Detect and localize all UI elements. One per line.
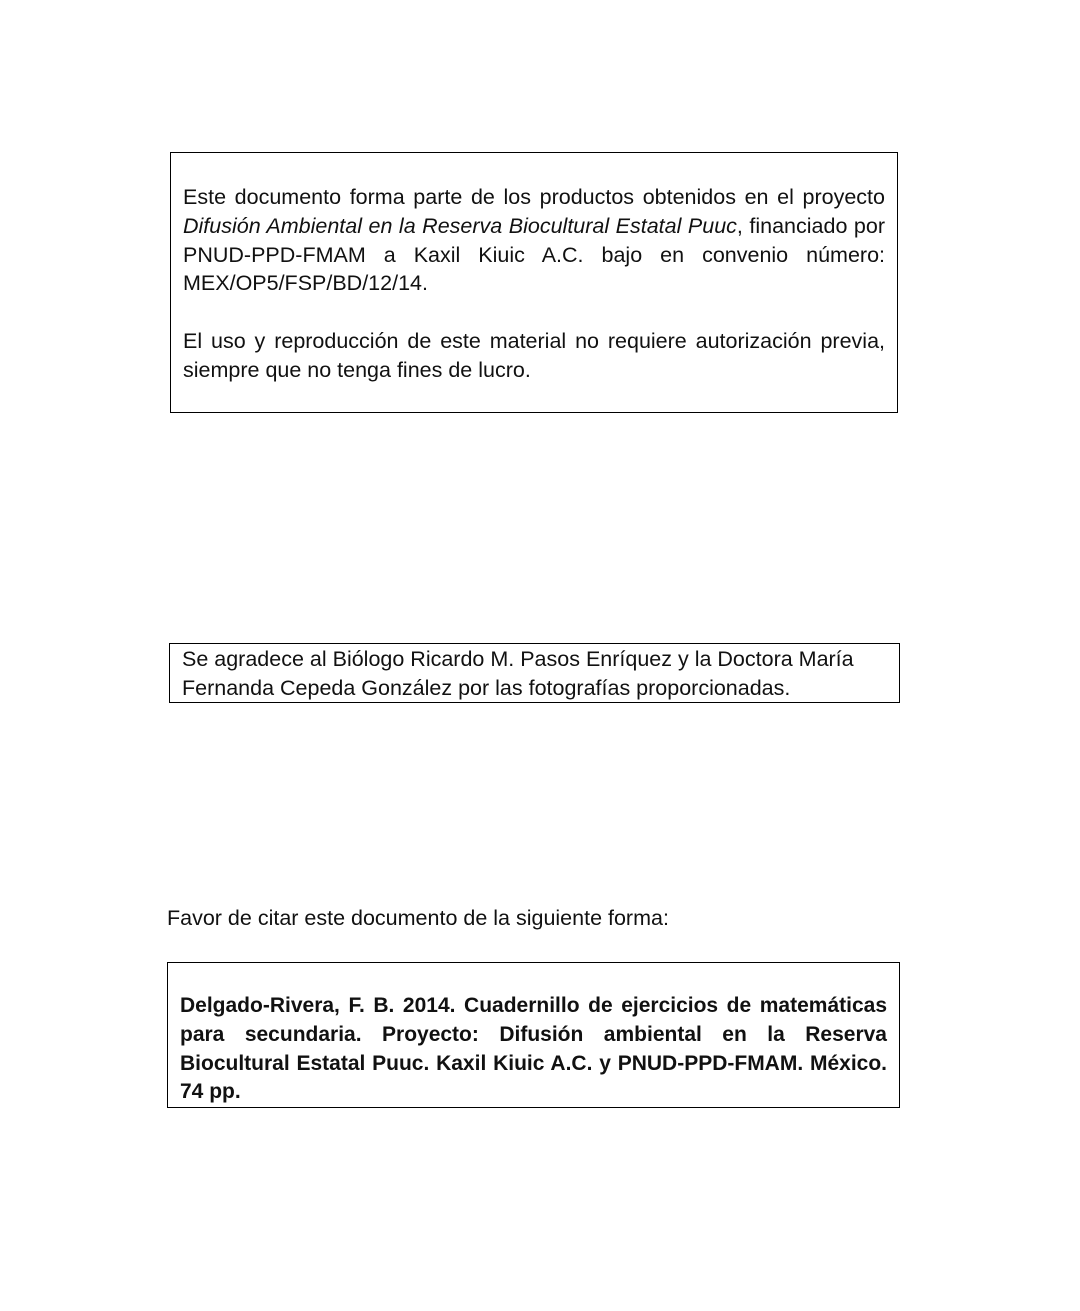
citation-reference: Delgado-Rivera, F. B. 2014. Cuadernillo de ejercicios de matemáticas para secundaria. Proyecto: Difusión ambiental en la Reserva Biocultural Estatal Puuc. Kaxil Kiuic A.C. y PNUD-PPD-FMAM. México. 74 pp. — [180, 994, 887, 1104]
usage-notice-paragraph: El uso y reproducción de este material no requiere autorización previa, siempre que no tenga fines de lucro. — [183, 329, 885, 382]
acknowledgement-box — [169, 643, 900, 703]
project-notice-paragraph — [183, 183, 885, 298]
citation-label: Favor de citar este documento de la siguiente forma: — [167, 906, 669, 930]
citation-box — [167, 962, 900, 1108]
project-notice-box — [170, 152, 898, 413]
project-title: Difusión Ambiental en la Reserva Biocultural Estatal Puuc — [183, 213, 737, 238]
project-notice-prefix: Este documento forma parte de los productos obtenidos en el proyecto — [183, 185, 885, 209]
project-notice-suffix: , financiado por PNUD-PPD-FMAM a Kaxil Kiuic A.C. bajo en convenio número: MEX/OP5/FSP/BD/12/14. — [183, 213, 886, 296]
acknowledgement-text: Se agradece al Biólogo Ricardo M. Pasos Enríquez y la Doctora María Fernanda Cepeda González por las fotografías proporcionadas. — [182, 647, 854, 700]
